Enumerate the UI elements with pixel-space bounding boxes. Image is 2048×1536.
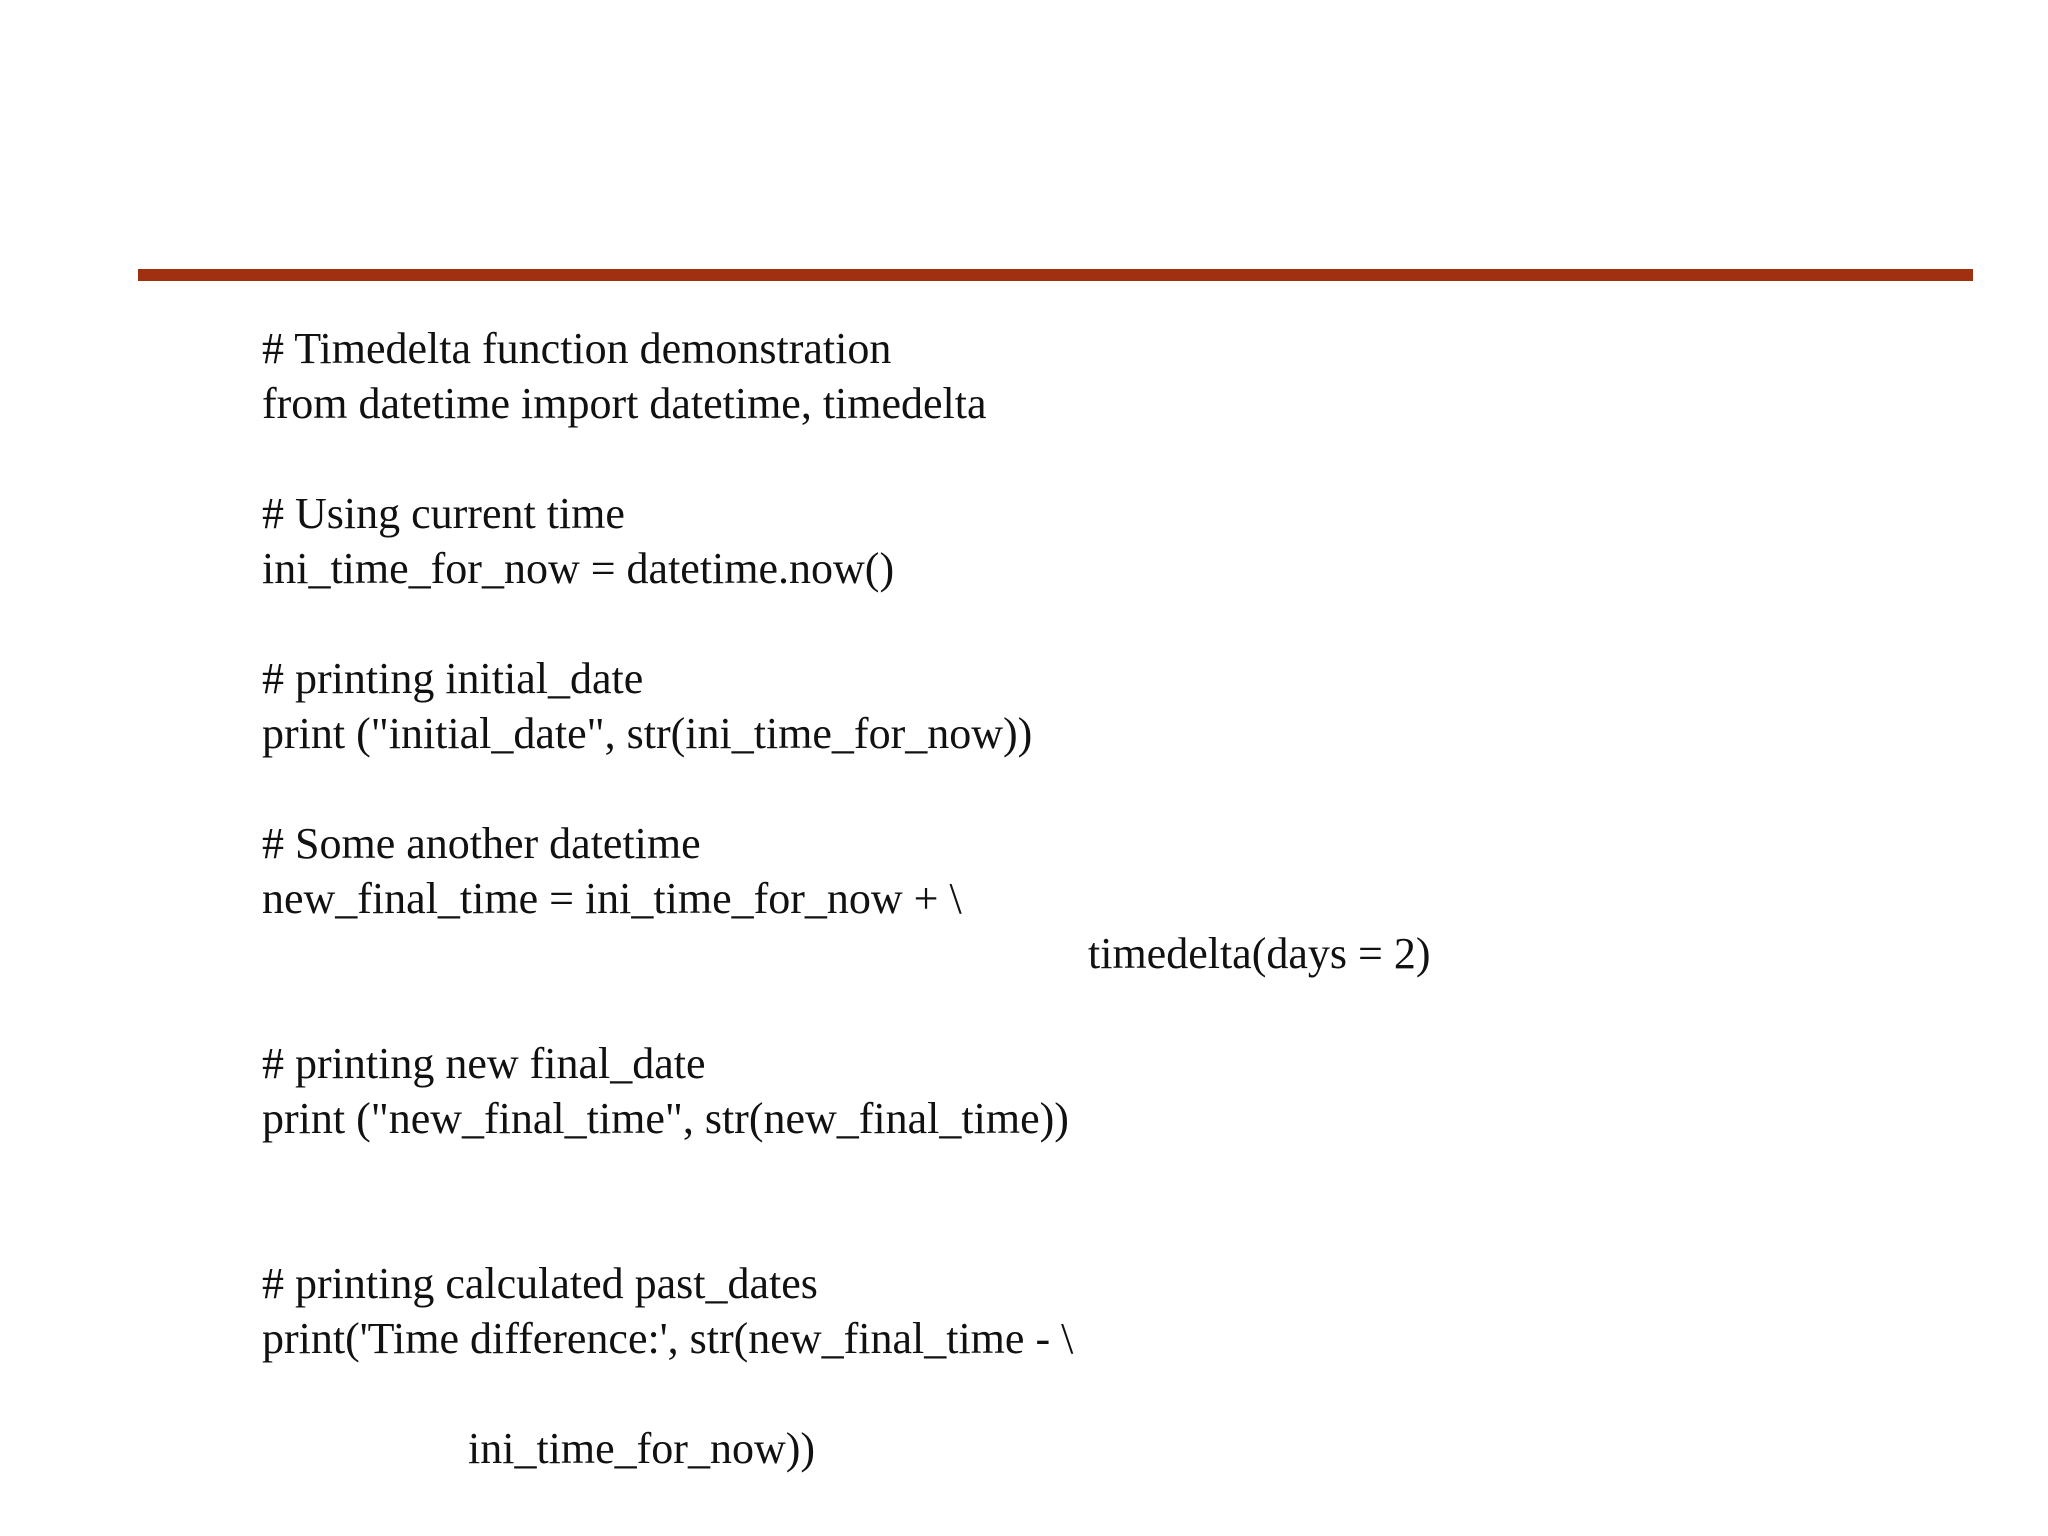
code-line: # printing initial_date [262,654,644,703]
code-line: # Timedelta function demonstration [262,324,892,373]
code-line: from datetime import datetime, timedelta [262,379,987,428]
code-line: print ("initial_date", str(ini_time_for_now)) [262,709,1033,758]
code-line: # printing calculated past_dates [262,1259,818,1308]
code-line: new_final_time = ini_time_for_now + \ [262,874,962,923]
code-line: # Some another datetime [262,819,701,868]
code-line: # printing new final_date [262,1039,706,1088]
code-line: ini_time_for_now)) [468,1424,816,1473]
code-line: ini_time_for_now = datetime.now() [262,544,895,593]
title-divider-rule [138,269,1973,281]
code-line: print('Time difference:', str(new_final_time - \ [262,1314,1074,1363]
code-line: # Using current time [262,489,625,538]
code-line: print ("new_final_time", str(new_final_time)) [262,1094,1069,1143]
code-line: timedelta(days = 2) [1088,929,1431,978]
